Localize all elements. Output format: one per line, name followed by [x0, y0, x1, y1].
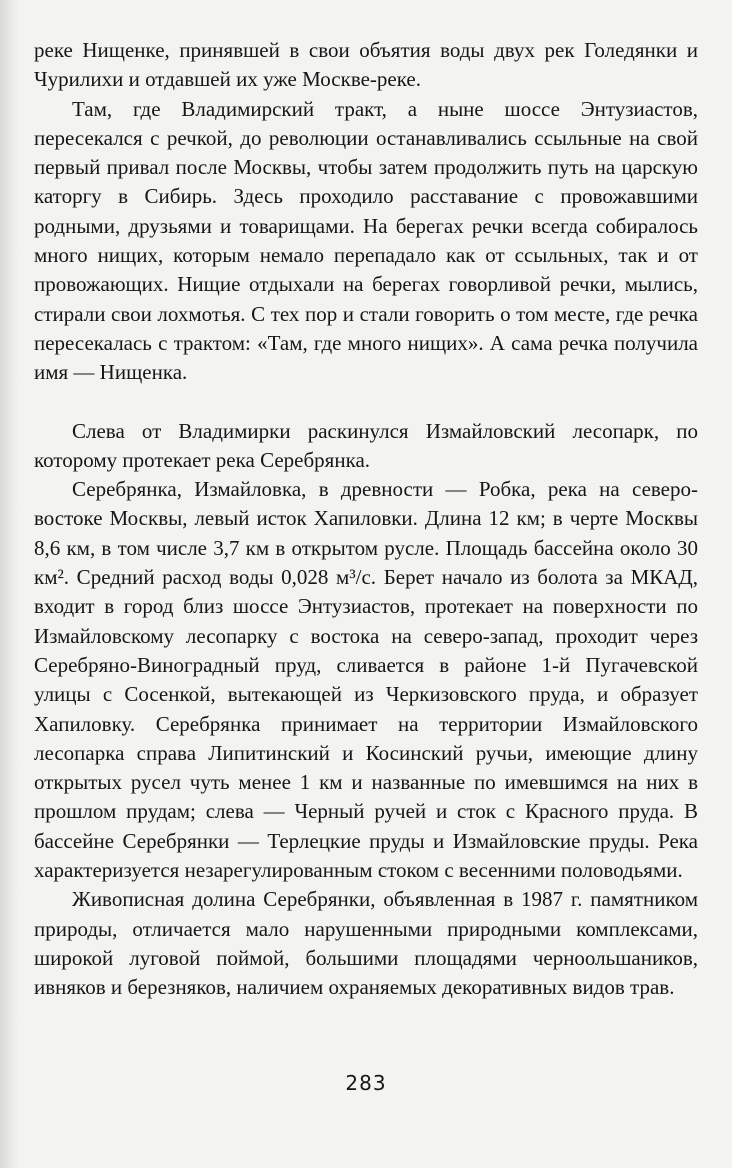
paragraph-vladimir-tract: Там, где Владимирский тракт, а ныне шоссе Энтузиастов, пересекался с речкой, до революции останавливались ссыльные на свой первый привал после Москвы, чтобы затем продолжить путь на царскую каторгу в Сибирь. Здесь проходило расставание с провожавшими родными, друзьями и товарищами. На берегах речки всегда собиралось много нищих, которым немало перепадало как от ссыльных, так и от провожающих. Нищие отдыхали на берегах говорливой речки, мылись, стирали свои лохмотья. С тех пор и стали говорить о том месте, где речка пересекалась с трактом: «Там, где много нищих». А сама речка получила имя — Нищенка. — [34, 96, 698, 385]
book-page-text — [34, 36, 698, 1003]
page-edge-shadow — [0, 0, 18, 1168]
paragraph-continuation: реке Нищенке, принявшей в свои объятия воды двух рек Голедянки и Чурилихи и отдавшей их уже Москве-реке. — [34, 38, 698, 92]
page-number: 283 — [345, 1071, 387, 1095]
paragraph-izmailovsky-park: Слева от Владимирки раскинулся Измайловский лесопарк, по которому протекает река Серебрянка. — [34, 418, 698, 472]
paragraph-valley-monument: Живописная долина Серебрянки, объявленная в 1987 г. памятником природы, отличается мало нарушенными природными комплексами, широкой луговой поймой, большими площадями черноольшаников, ивняков и березняков, наличием охраняемых декоративных видов трав. — [34, 887, 698, 1000]
paragraph-serebryanka-river: Серебрянка, Измайловка, в древности — Робка, река на северо-востоке Москвы, левый исток Хапиловки. Длина 12 км; в черте Москвы 8,6 км, в том числе 3,7 км в открытом русле. Площадь бассейна около 30 км². Средний расход воды 0,028 м³/с. Берет начало из болота за МКАД, входит в город близ шоссе Энтузиастов, протекает на поверхности по Измайловскому лесопарку с востока на северо-запад, проходит через Серебряно-Виноградный пруд, сливается в районе 1-й Пугачевской улицы с Сосенкой, вытекающей из Черкизовского пруда, и образует Хапиловку. Серебрянка принимает на территории Измайловского лесопарка справа Липитинский и Косинский ручьи, имеющие длину открытых русел чуть менее 1 км и названные по имевшимся на них в прошлом прудам; слева — Черный ручей и сток с Красного пруда. В бассейне Серебрянки — Терлецкие пруды и Измайловские пруды. Река характеризуется незарегулированным стоком с весенними половодьями. — [34, 477, 698, 883]
